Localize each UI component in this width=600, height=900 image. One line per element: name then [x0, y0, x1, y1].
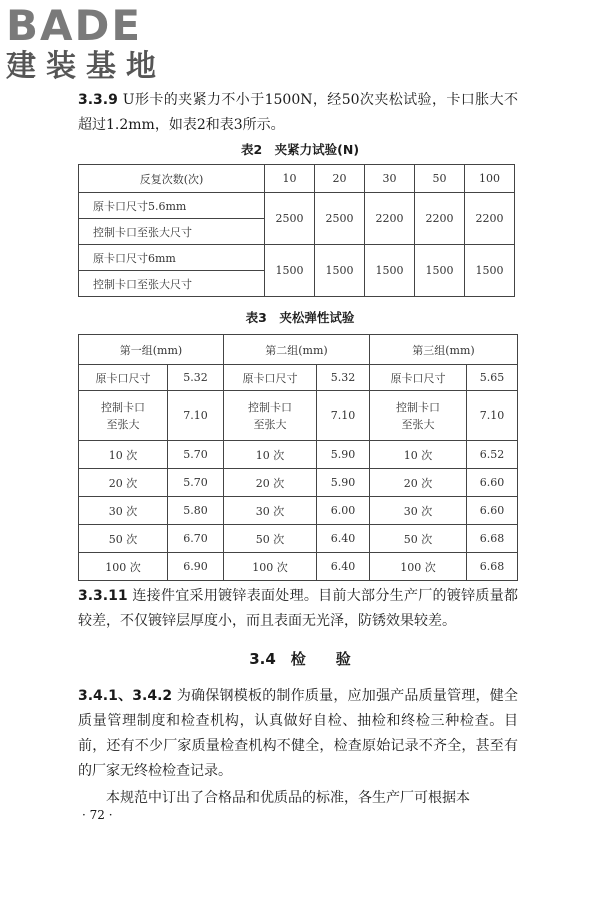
table-cell: 2200 [365, 193, 415, 245]
table-row [79, 391, 518, 441]
table-cell: 6.52 [467, 441, 518, 469]
logo-subtitle: 建装基地 [6, 49, 166, 84]
table-row [79, 441, 518, 469]
group-header: 第三组(mm) [370, 335, 518, 365]
table-cell: 6.40 [317, 553, 370, 581]
paragraph-last: 本规范中订出了合格品和优质品的标准，各生产厂可根据本 [106, 790, 470, 806]
table-cell: 5.32 [168, 365, 224, 391]
table-cell: 30 次 [79, 497, 168, 525]
table-cell: 100 次 [79, 553, 168, 581]
clamping-force-table [78, 164, 515, 297]
table-cell: 2200 [415, 193, 465, 245]
table-cell: 控制卡口 至张大 [370, 391, 467, 441]
table-cell: 6.68 [467, 525, 518, 553]
table-cell: 控制卡口 至张大 [79, 391, 168, 441]
table-cell: 50 次 [224, 525, 317, 553]
table-cell: 100 次 [370, 553, 467, 581]
table-cell: 原卡口尺寸6mm [79, 245, 265, 271]
table-cell: 5.90 [317, 441, 370, 469]
table-cell: 6.60 [467, 469, 518, 497]
table-cell: 30 次 [224, 497, 317, 525]
table-cell: 7.10 [317, 391, 370, 441]
table-row [79, 497, 518, 525]
table-cell: 5.70 [168, 441, 224, 469]
table-cell: 控制卡口 至张大 [224, 391, 317, 441]
table-row [79, 525, 518, 553]
table-cell: 控制卡口至张大尺寸 [79, 219, 265, 245]
page-number: · 72 · [82, 808, 113, 822]
table-cell: 7.10 [467, 391, 518, 441]
table-cell: 1500 [315, 245, 365, 297]
table-cell: 1500 [365, 245, 415, 297]
table-cell: 20 次 [79, 469, 168, 497]
table-cell: 5.32 [317, 365, 370, 391]
table-cell: 6.68 [467, 553, 518, 581]
clause-number: 3.4.1、3.4.2 [78, 688, 173, 704]
table-cell: 2200 [465, 193, 515, 245]
clause-number: 3.3.11 [78, 588, 128, 604]
table-header-cell: 50 [415, 165, 465, 193]
paragraph-3-3-9 [78, 88, 518, 138]
table-cell: 100 次 [224, 553, 317, 581]
table-cell: 50 次 [370, 525, 467, 553]
table-cell: 6.60 [467, 497, 518, 525]
table-cell: 30 次 [370, 497, 467, 525]
table-header-cell: 30 [365, 165, 415, 193]
table-cell: 2500 [315, 193, 365, 245]
table-header-row [79, 165, 515, 193]
table-cell: 原卡口尺寸 [79, 365, 168, 391]
table-header-cell: 10 [265, 165, 315, 193]
table-cell: 6.00 [317, 497, 370, 525]
table-cell: 7.10 [168, 391, 224, 441]
table-row [79, 365, 518, 391]
table-cell: 原卡口尺寸 [224, 365, 317, 391]
table-row [79, 469, 518, 497]
table-cell: 5.65 [467, 365, 518, 391]
table-body [79, 441, 518, 581]
table2-caption: 表2 夹紧力试验(N) [240, 142, 360, 157]
bade-logo [6, 1, 166, 84]
table-cell: 6.90 [168, 553, 224, 581]
paragraph-3-4-1 [78, 684, 518, 784]
logo-brand: BADE [6, 1, 143, 50]
table-cell: 1500 [265, 245, 315, 297]
section-heading: 3.4 检 验 [249, 650, 351, 668]
table-cell: 10 次 [224, 441, 317, 469]
table-cell: 2500 [265, 193, 315, 245]
table3-caption: 表3 夹松弹性试验 [245, 310, 355, 325]
table-row [79, 193, 515, 219]
table-row [79, 245, 515, 271]
table-cell: 5.80 [168, 497, 224, 525]
clause-text: U形卡的夹紧力不小于1500N，经50次夹松试验，卡口胀大不超过1.2mm，如表2和表3所示。 [78, 92, 518, 133]
table-header-cell: 100 [465, 165, 515, 193]
table-cell: 6.40 [317, 525, 370, 553]
elasticity-test-table [78, 334, 518, 581]
table-header-cell: 反复次数(次) [79, 165, 265, 193]
clause-text: 连接件宜采用镀锌表面处理。目前大部分生产厂的镀锌质量都较差，不仅镀锌层厚度小，而且表面无光泽，防锈效果较差。 [78, 588, 519, 629]
table-cell: 6.70 [168, 525, 224, 553]
clause-number: 3.3.9 [78, 92, 118, 108]
table-cell: 10 次 [370, 441, 467, 469]
group-header: 第二组(mm) [224, 335, 370, 365]
paragraph-3-3-11 [78, 584, 518, 634]
table-cell: 1500 [415, 245, 465, 297]
table-cell: 20 次 [370, 469, 467, 497]
table-cell: 5.90 [317, 469, 370, 497]
table-cell: 20 次 [224, 469, 317, 497]
table-cell: 原卡口尺寸5.6mm [79, 193, 265, 219]
table-cell: 1500 [465, 245, 515, 297]
table-header-cell: 20 [315, 165, 365, 193]
table-cell: 5.70 [168, 469, 224, 497]
table-cell: 控制卡口至张大尺寸 [79, 271, 265, 297]
clause-text: 为确保钢模板的制作质量，应加强产品质量管理，健全质量管理制度和检查机构，认真做好自检、抽检和终检三种检查。目前，还有不少厂家质量检查机构不健全，检查原始记录不齐全，甚至有的厂家无终检检查记录。 [78, 688, 518, 779]
table-cell: 原卡口尺寸 [370, 365, 467, 391]
table-cell: 10 次 [79, 441, 168, 469]
table-cell: 50 次 [79, 525, 168, 553]
group-header: 第一组(mm) [79, 335, 224, 365]
table-row [79, 553, 518, 581]
table-header-row [79, 335, 518, 365]
